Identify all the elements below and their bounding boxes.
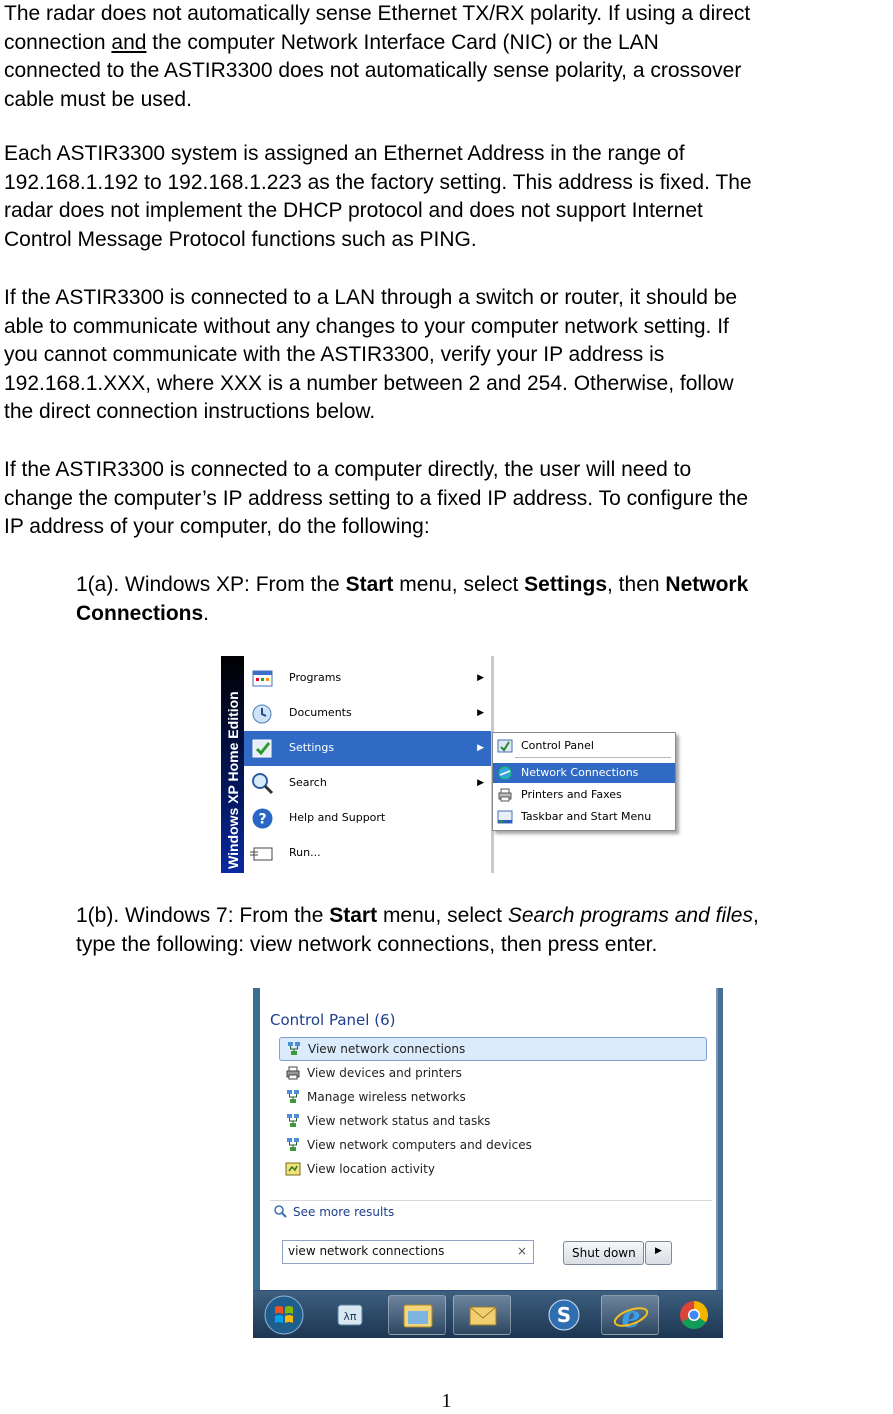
submenu-arrow-icon: ▶ [477, 743, 484, 753]
menu-label: Search [289, 776, 327, 789]
bold-connections: Connections [76, 601, 204, 625]
text-fragment: connection [4, 30, 112, 54]
network-connections-icon [497, 765, 513, 781]
svg-text:?: ? [258, 811, 267, 828]
submenu-separator [515, 757, 671, 758]
text-line: Each ASTIR3300 system is assigned an Ethernet Address in the range of [4, 142, 685, 165]
taskbar-chrome-button[interactable] [665, 1295, 723, 1335]
printer-icon [285, 1065, 301, 1081]
xp-submenu-item-network-connections[interactable] [493, 763, 675, 783]
submenu-label: Control Panel [521, 739, 594, 752]
text-line: Control Message Protocol functions such as PING. [4, 227, 477, 251]
xp-menu-item-settings[interactable] [244, 731, 491, 766]
menu-label: Help and Support [289, 811, 386, 824]
documents-icon [250, 701, 275, 726]
result-manage-wireless[interactable] [279, 1086, 705, 1108]
text-fragment: menu, select [393, 573, 525, 596]
xp-menu-item-help[interactable] [244, 801, 491, 836]
result-view-devices-printers[interactable] [279, 1062, 705, 1084]
bold-settings: Settings [524, 573, 608, 596]
text-fragment: , [752, 904, 759, 927]
text-line [76, 571, 748, 600]
see-more-label: See more results [293, 1205, 395, 1219]
text-line: If the ASTIR3300 is connected to a computer directly, the user will need to [4, 458, 692, 481]
text-line: cable must be used. [4, 87, 192, 111]
submenu-arrow-icon: ▶ [477, 708, 484, 718]
paragraph-ethernet-address [4, 140, 892, 254]
taskbar-icon [497, 809, 513, 825]
control-panel-icon [497, 738, 513, 754]
help-icon [250, 806, 275, 831]
start-search-box[interactable] [282, 1240, 534, 1264]
text-fragment: 1(b). Windows 7: From the [76, 904, 330, 927]
search-icon [250, 771, 275, 796]
result-label: View location activity [307, 1162, 435, 1176]
shut-down-options-button[interactable] [645, 1241, 672, 1265]
xp-edition-label: Windows XP Home Edition [225, 691, 241, 869]
windows-start-orb-icon[interactable] [263, 1294, 305, 1336]
taskbar-explorer-button[interactable] [388, 1295, 446, 1335]
taskbar-app-button[interactable] [321, 1295, 379, 1335]
xp-start-menu [244, 656, 494, 873]
taskbar-ie-button[interactable] [601, 1295, 659, 1335]
xp-submenu-item-taskbar[interactable] [493, 807, 675, 827]
xp-submenu-item-printers[interactable] [493, 785, 675, 805]
skype-icon [535, 1295, 593, 1335]
underlined-word: and [111, 30, 147, 54]
xp-menu-item-run[interactable] [244, 836, 491, 871]
result-location-activity[interactable] [279, 1158, 705, 1180]
cas-app-icon [321, 1295, 379, 1335]
menu-label: Settings [289, 741, 335, 754]
step-windows-7 [76, 902, 759, 959]
text-line: 192.168.1.192 to 192.168.1.223 as the factory setting. This address is fixed. The [4, 170, 752, 194]
result-view-network-connections[interactable] [279, 1037, 707, 1061]
italic-search-programs: Search programs and files [507, 904, 753, 927]
see-more-divider [270, 1200, 712, 1201]
settings-icon [250, 736, 275, 761]
xp-menu-item-search[interactable] [244, 766, 491, 801]
run-icon [250, 841, 275, 866]
menu-label: Documents [289, 706, 352, 719]
result-label: Manage wireless networks [307, 1090, 466, 1104]
network-icon [286, 1041, 302, 1057]
text-fragment: , then [607, 573, 666, 596]
submenu-label: Printers and Faxes [521, 788, 622, 801]
text-line: change the computer’s IP address setting to a fixed IP address. To configure the [4, 486, 749, 510]
text-line: If the ASTIR3300 is connected to a LAN through a switch or router, it should be [4, 286, 738, 309]
taskbar-skype-button[interactable] [535, 1295, 593, 1335]
paragraph-direct-connection [4, 456, 892, 542]
text-line [4, 29, 892, 58]
win7-taskbar [253, 1291, 723, 1338]
result-label: View network status and tasks [307, 1114, 491, 1128]
mail-icon [454, 1296, 512, 1336]
text-fragment: the computer Network Interface Card (NIC) or the LAN [146, 30, 659, 54]
result-network-computers[interactable] [279, 1134, 705, 1156]
shut-down-label: Shut down [572, 1246, 636, 1260]
clear-search-icon[interactable]: × [516, 1244, 527, 1258]
result-network-status[interactable] [279, 1110, 705, 1132]
page-number: 1 [441, 1390, 452, 1412]
menu-label: Run... [289, 846, 321, 859]
text-line: able to communicate without any changes to your computer network setting. If [4, 314, 729, 338]
xp-menu-item-documents[interactable] [244, 696, 491, 731]
submenu-label: Network Connections [521, 766, 639, 779]
win7-start-search-screenshot [253, 988, 723, 1338]
folder-icon [389, 1296, 447, 1336]
network-icon [285, 1137, 301, 1153]
programs-icon [250, 666, 275, 691]
xp-start-menu-screenshot [221, 656, 679, 873]
taskbar-mail-button[interactable] [453, 1295, 511, 1335]
xp-edition-banner [221, 656, 244, 873]
location-icon [285, 1161, 301, 1177]
bold-start: Start [329, 904, 378, 927]
text-line: you cannot communicate with the ASTIR3300, verify your IP address is [4, 343, 665, 366]
submenu-arrow-icon: ▶ [477, 673, 484, 683]
network-icon [285, 1113, 301, 1129]
shut-down-button[interactable] [563, 1241, 662, 1265]
network-icon [285, 1089, 301, 1105]
svg-text:λπ: λπ [343, 1310, 357, 1323]
printer-icon [497, 787, 513, 803]
text-line: IP address of your computer, do the following: [4, 515, 430, 538]
xp-settings-submenu [492, 732, 676, 831]
chrome-icon [665, 1295, 723, 1335]
text-fragment: 1(a). Windows XP: From the [76, 573, 346, 596]
text-line: the direct connection instructions below. [4, 400, 376, 423]
svg-text:S: S [556, 1303, 572, 1327]
paragraph-lan-connection [4, 284, 892, 427]
chevron-right-icon: ▶ [655, 1246, 662, 1256]
result-label: View devices and printers [307, 1066, 462, 1080]
see-more-results-link[interactable] [274, 1205, 394, 1219]
result-label: View network connections [308, 1042, 466, 1056]
text-line [76, 902, 759, 931]
text-line: type the following: view network connections, then press enter. [76, 932, 658, 956]
svg-text:e: e [621, 1300, 641, 1335]
text-line: 192.168.1.XXX, where XXX is a number between 2 and 254. Otherwise, follow [4, 371, 734, 395]
paragraph-polarity [4, 0, 892, 114]
result-label: View network computers and devices [307, 1138, 532, 1152]
results-group-header: Control Panel (6) [270, 1011, 396, 1029]
step-windows-xp [76, 571, 748, 628]
text-line: The radar does not automatically sense Ethernet TX/RX polarity. If using a direct [4, 2, 751, 25]
text-fragment: . [203, 601, 210, 625]
xp-menu-item-programs[interactable] [244, 661, 491, 696]
text-line [76, 600, 748, 629]
submenu-label: Taskbar and Start Menu [521, 810, 652, 823]
menu-label: Programs [289, 671, 342, 684]
text-fragment: menu, select [377, 904, 508, 927]
win7-results-panel [260, 988, 718, 1290]
text-line: radar does not implement the DHCP protocol and does not support Internet [4, 199, 703, 222]
xp-submenu-item-control-panel[interactable] [493, 736, 675, 756]
bold-network: Network [665, 573, 749, 596]
search-icon [274, 1205, 287, 1218]
submenu-arrow-icon: ▶ [477, 778, 484, 788]
text-line: connected to the ASTIR3300 does not automatically sense polarity, a crossover [4, 59, 742, 82]
internet-explorer-icon [602, 1296, 660, 1336]
search-input[interactable] [288, 1244, 508, 1258]
bold-start: Start [345, 573, 394, 596]
